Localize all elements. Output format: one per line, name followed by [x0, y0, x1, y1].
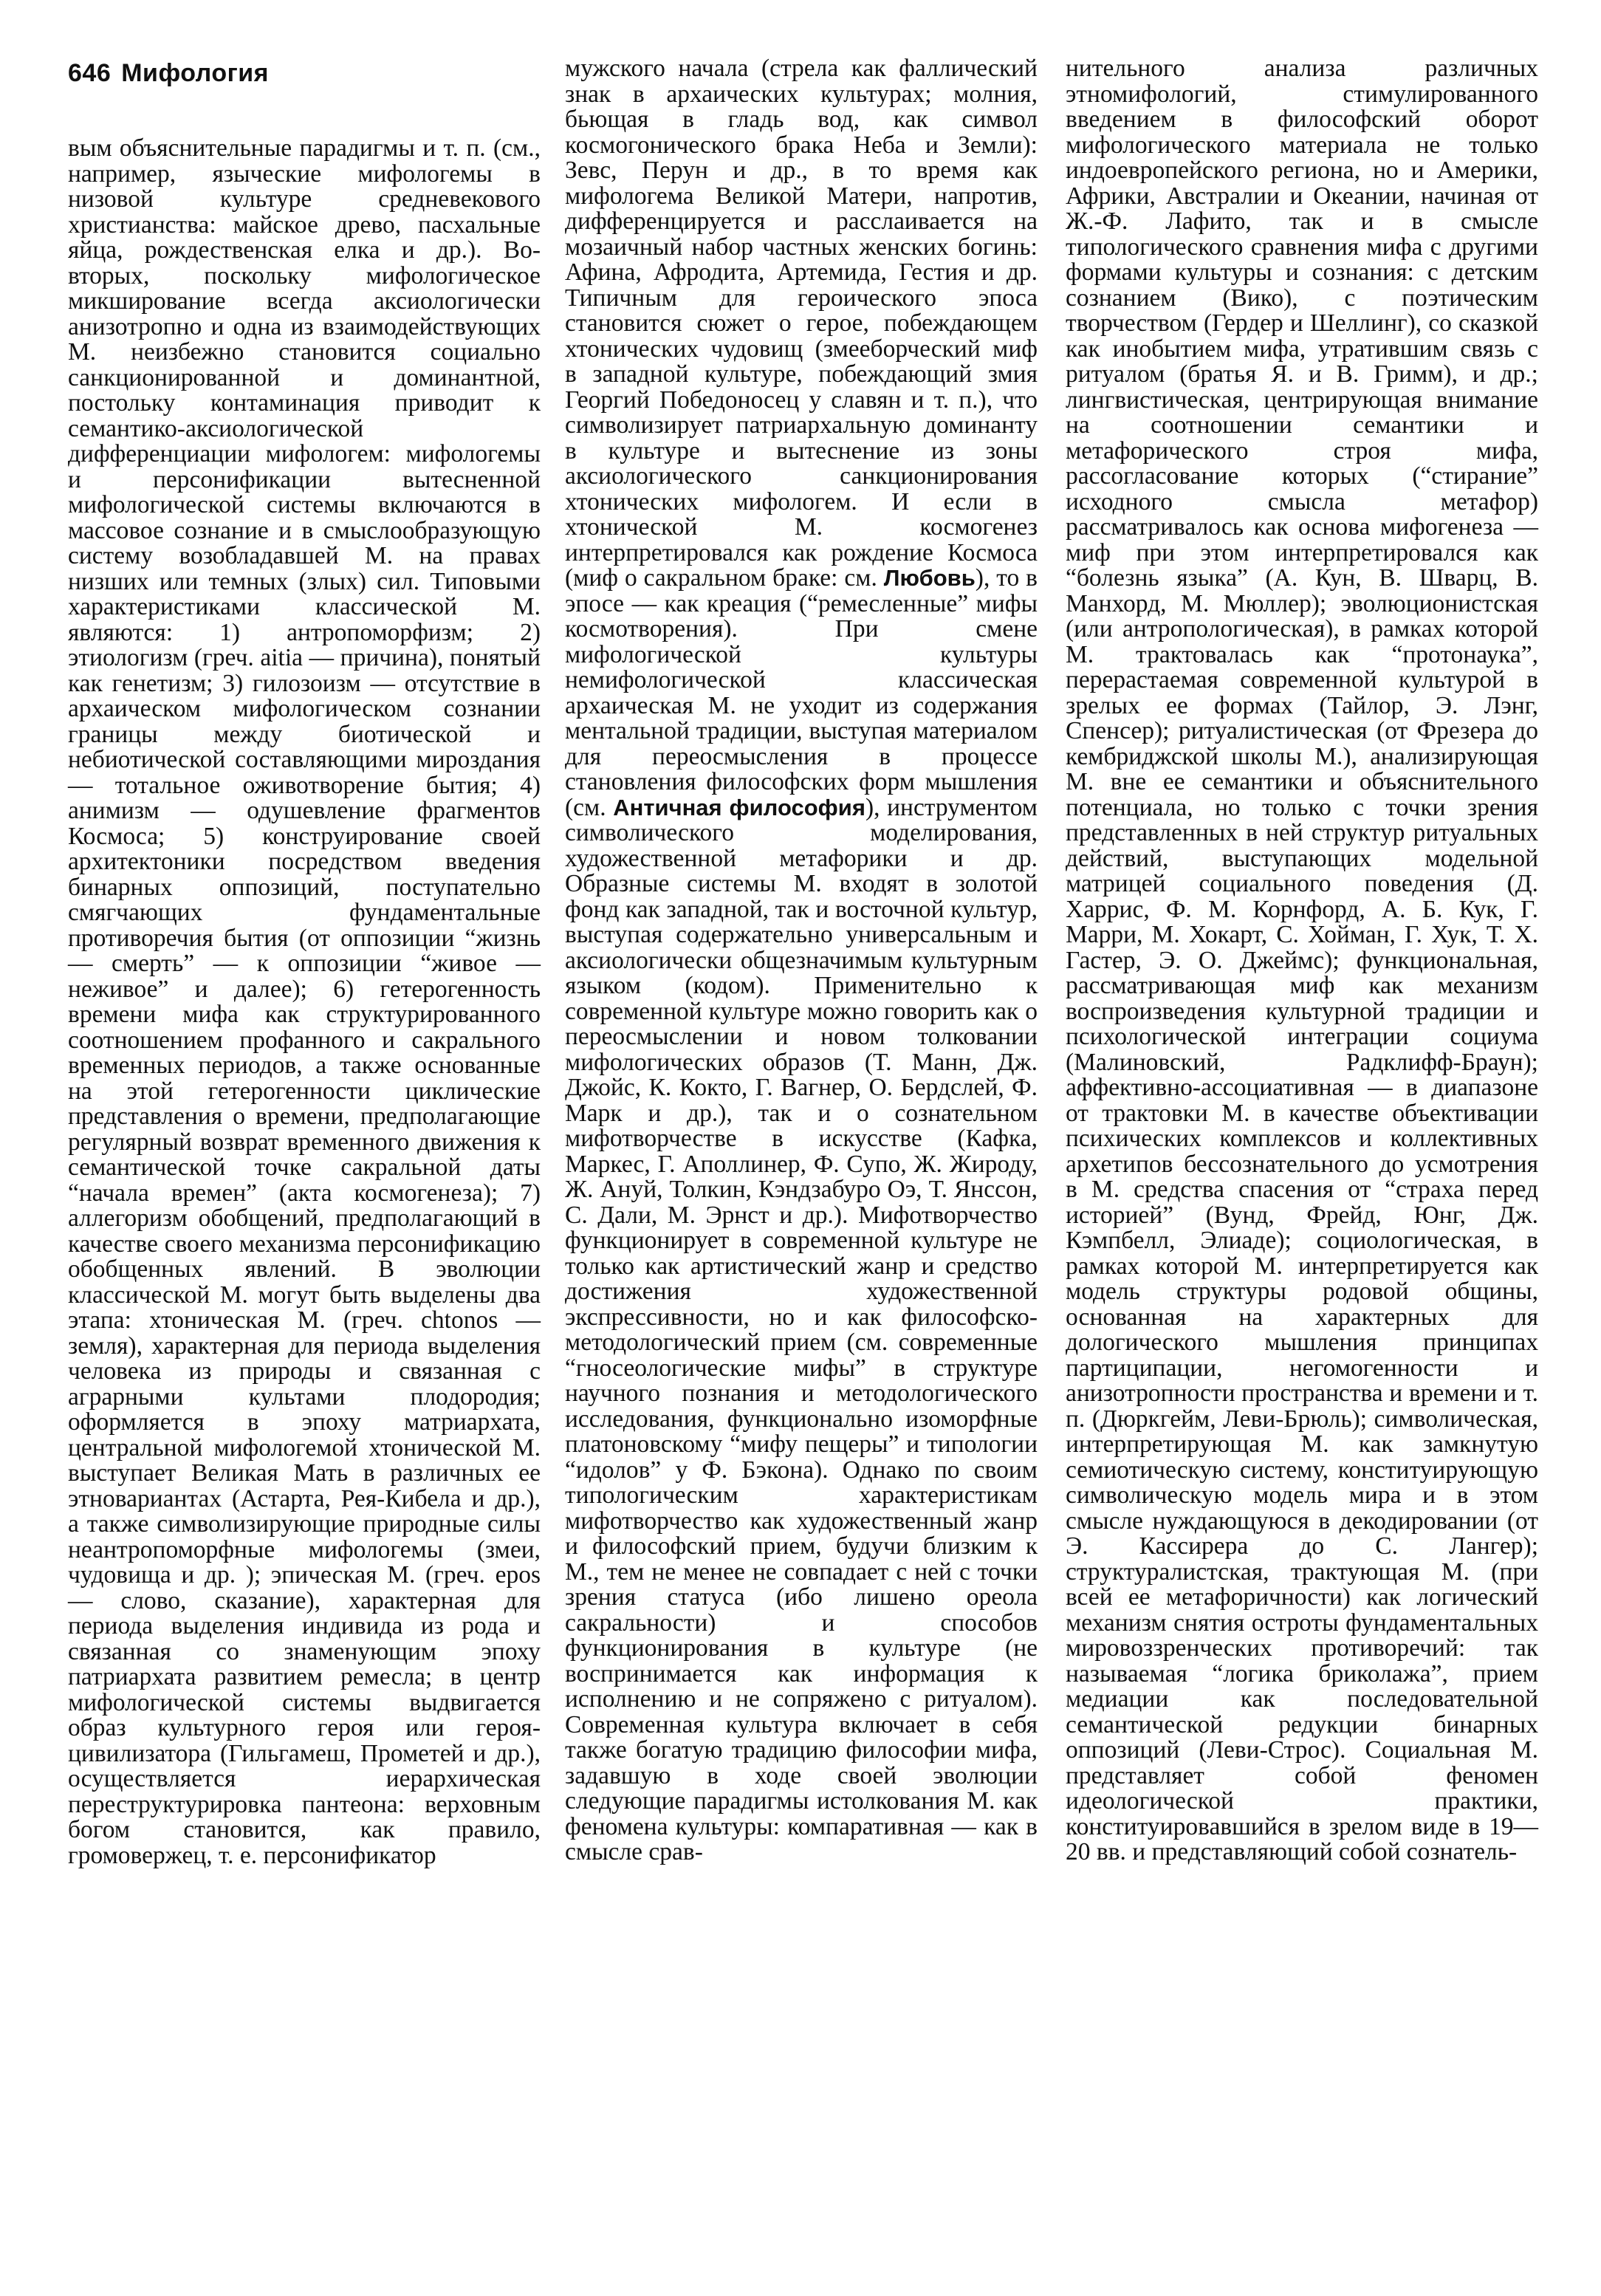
column-2-text [565, 56, 1038, 1865]
column-2-text-b: ), то в эпосе — как креация (“ремесленные” мифы космотворения). При смене мифологической культуры немифологической классическая архаическая М. не уходит из содержания ментальной традиции, выступая материалом для переосмысления в процессе становления философских форм мышления (см. [565, 564, 1038, 821]
page-number: 646 [68, 59, 112, 87]
text-column-3 [1066, 56, 1538, 1865]
column-2-text-a: мужского начала (стрела как фаллический знак в архаических культурах; молния, бьющая в гладь вод, как символ космогонического брака Неба и Земли): Зевс, Перун и др., в то время как мифологема Великой Матери, напротив, дифференцируется и расслаивается на мозаичный набор частных женских богинь: Афина, Афродита, Артемида, Гестия и др. Типичным для героического эпоса становится сюжет о герое, побеждающем хтонических чудовищ (змееборческий миф в западной культуре, побеждающий змия Георгий Победоносец у славян и т. п.), что символизирует патриархальную доминанту в культуре и вытеснение из зоны аксиологического санкционирования хтонических мифологем. И если в хтонической М. космогенез интерпретировался как рождение Космоса (миф о сакральном браке: см. [565, 55, 1038, 592]
cross-reference-lyubov[interactable]: Любовь [883, 565, 976, 591]
page-header [68, 59, 269, 88]
text-column-2 [565, 56, 1038, 1865]
column-1-text: вым объяснительные парадигмы и т. п. (см., например, языческие мифологемы в низовой культуре средневекового христианства: майское древо, пасхальные яйца, рождественская елка и др.). Во-вторых, поскольку мифологическое микширование всегда аксиологически анизотропно и одна из взаимодействующих М. неизбежно становится социально санкционированной и доминантной, постольку контаминация приводит к семантико-аксиологической дифференциации мифологем: мифологемы и персонификации вытесненной мифологической системы включаются в массовое сознание и в смыслообразующую систему возобладавшей М. на правах низших или темных (злых) сил. Типовыми характеристиками классической М. являются: 1) антропоморфизм; 2) этиологизм (греч. aitia — причина), понятый как генетизм; 3) гилозоизм — отсутствие в архаическом мифологическом сознании границы между биотической и небиотической составляющими мироздания — тотальное оживотворение бытия; 4) анимизм — одушевление фрагментов Космоса; 5) конструирование своей архитектоники посредством введения бинарных оппозиций, поступательно смягчающих фундаментальные противоречия бытия (от оппозиции “жизнь — смерть” — к оппозиции “живое — неживое” и далее); 6) гетерогенность времени мифа как структурированного соотношением профанного и сакрального временных периодов, а также основанные на этой гетерогенности циклические представления о времени, предполагающие регулярный возврат временного движения к семантической точке сакральной даты “начала времен” (акта космогенеза); 7) аллегоризм обобщений, предполагающий в качестве своего механизма персонификацию обобщенных явлений. В эволюции классической М. могут быть выделены два этапа: хтоническая М. (греч. chtonos — земля), характерная для периода выделения человека из природы и связанная с аграрными культами плодородия; оформляется в эпоху матриархата, центральной мифологемой хтонической М. выступает Великая Мать в различных ее этновариантах (Астарта, Рея-Кибела и др.), а также символизирующие природные силы неантропоморфные мифологемы (змеи, чудовища и др. ); эпическая М. (греч. epos — слово, сказание), характерная для периода выделения индивида из рода и связанная со знаменующим эпоху патриархата развитием ремесла; в центр мифологической системы выдвигается образ культурного героя или героя-цивилизатора (Гильгамеш, Прометей и др.), осуществляется иерархическая переструктурировка пантеона: верховным богом становится, как правило, громовержец, т. е. персонификатор [68, 134, 541, 1869]
text-column-1 [68, 136, 541, 1868]
cross-reference-antique-philosophy[interactable]: Античная философия [613, 794, 865, 820]
running-title: Мифология [121, 59, 270, 87]
column-3-text: нительного анализа различных этномифологий, стимулированного введением в философский оборот мифологического материала не только индоевропейского региона, но и Америки, Африки, Австралии и Океании, начиная от Ж.-Ф. Лафито, так и в смысле типологического сравнения мифа с другими формами культуры и сознания: с детским сознанием (Вико), с поэтическим творчеством (Гердер и Шеллинг), со сказкой как инобытием мифа, утратившим связь с ритуалом (братья Я. и В. Гримм), и др.; лингвистическая, центрирующая внимание на соотношении семантики и метафорического строя мифа, рассогласование которых (“стирание” исходного смысла метафор) рассматривалось как основа мифогенеза — миф при этом интерпретировался как “болезнь языка” (А. Кун, В. Шварц, В. Манхорд, М. Мюллер); эволюционистская (или антропологическая), в рамках которой М. трактовалась как “протонаука”, перерастаемая современной культурой в зрелых ее формах (Тайлор, Э. Лэнг, Спенсер); ритуалистическая (от Фрезера до кембриджской школы М.), анализирующая М. вне ее семантики и объяснительного потенциала, но только с точки зрения представленных в ней структур ритуальных действий, выступающих модельной матрицей социального поведения (Д. Харрис, Ф. М. Корнфорд, А. Б. Кук, Г. Марри, М. Хокарт, С. Хойман, Г. Хук, Т. Х. Гастер, Э. О. Джеймс); функциональная, рассматривающая миф как механизм воспроизведения культурной традиции и психологической интеграции социума (Малиновский, Радклифф-Браун); аффективно-ассоциативная — в диапазоне от трактовки М. в качестве объективации психических комплексов и коллективных архетипов бессознательного до усмотрения в М. средства спасения от “страха перед историей” (Вунд, Фрейд, Юнг, Дж. Кэмпбелл, Элиаде); социологическая, в рамках которой М. интерпретируется как модель структуры родовой общины, основанная на характерных для дологического мышления принципах партиципации, негомогенности и анизотропности пространства и времени и т. п. (Дюркгейм, Леви-Брюль); символическая, интерпретирующая М. как замкнутую семиотическую систему, конституирующую символическую модель мира и в этом смысле нуждающуюся в декодировании (от Э. Кассирера до С. Лангер); структуралистская, трактующая М. (при всей ее метафоричности) как логический механизм снятия остроты фундаментальных мировоззренческих противоречий: так называемая “логика бриколажа”, прием медиации как последовательной семантической редукции бинарных оппозиций (Леви-Строс). Социальная М. представляет собой феномен идеологической практики, конституировавшийся в зрелом виде в 19—20 вв. и представляющий собой сознатель- [1066, 55, 1538, 1865]
column-2-text-c: ), инструментом символического моделирования, художественной метафорики и др. Образные системы М. входят в золотой фонд как западной, так и восточной культур, выступая содержательно универсальным и аксиологически общезначимым культурным языком (кодом). Применительно к современной культуре можно говорить как о переосмыслении и новом толковании мифологических образов (Т. Манн, Дж. Джойс, К. Кокто, Г. Вагнер, О. Бердслей, Ф. Марк и др.), так и о сознательном мифотворчестве в искусстве (Кафка, Маркес, Г. Аполлинер, Ф. Супо, Ж. Жироду, Ж. Ануй, Толкин, Кэндзабуро Оэ, Т. Янссон, С. Дали, М. Эрнст и др.). Мифотворчество функционирует в современной культуре не только как артистический жанр и средство достижения художественной экспрессивности, но и как философско-методологический прием (см. современные “гносеологические мифы” в структуре научного познания и методологического исследования, функционально изоморфные платоновскому “мифу пещеры” и типологии “идолов” у Ф. Бэкона). Однако по своим типологическим характеристикам мифотворчество как художественный жанр и философский прием, будучи близким к М., тем не менее не совпадает с ней с точки зрения статуса (ибо лишено ореола сакральности) и способов функционирования в культуре (не воспринимается как информация к исполнению и не сопряжено с ритуалом). Современная культура включает в себя также богатую традицию философии мифа, задавшую в ходе своей эволюции следующие парадигмы истолкования М. как феномена культуры: компаративная — как в смысле срав- [565, 793, 1038, 1865]
